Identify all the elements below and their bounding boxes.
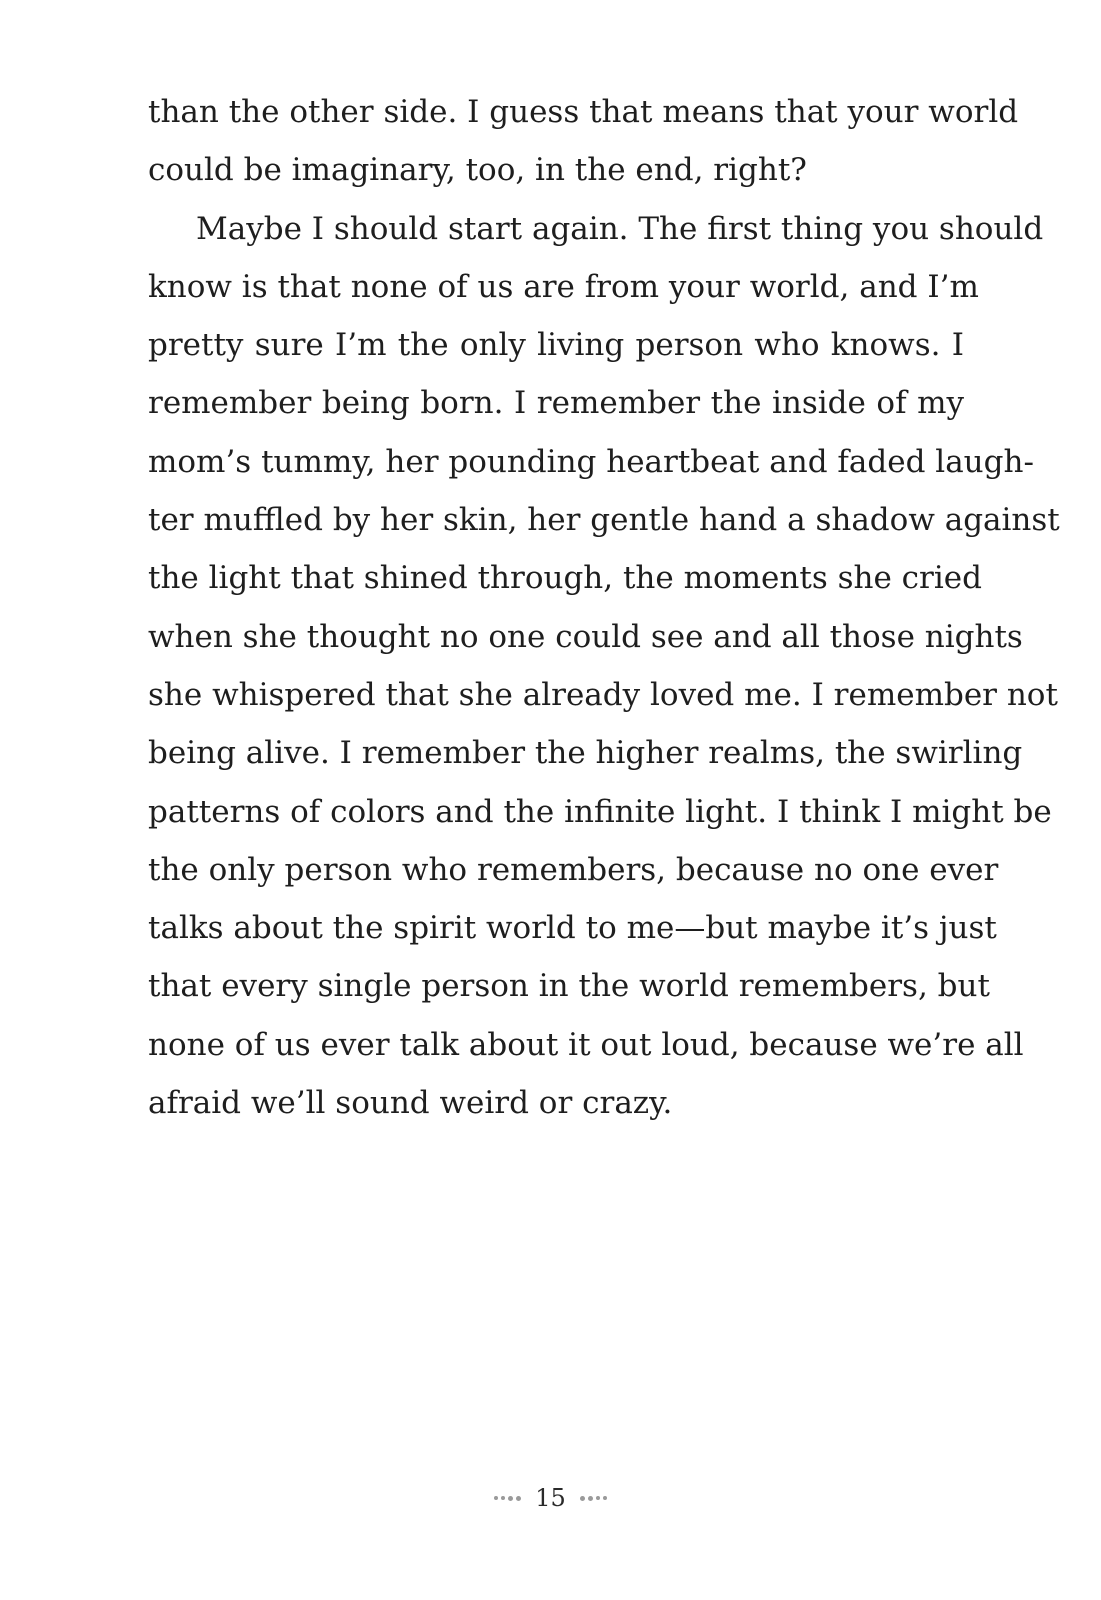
dot-icon [603, 1496, 607, 1500]
dot-icon [580, 1496, 585, 1501]
text-line: Maybe I should start again. The first thing you should [196, 210, 1044, 247]
text-line: the only person who remembers, because no one ever [148, 851, 999, 888]
ornament-dots-right [580, 1496, 607, 1501]
text-line: know is that none of us are from your world, and I’m [148, 268, 979, 305]
text-line: the light that shined through, the moments she cried [148, 560, 982, 597]
dot-icon [508, 1496, 513, 1501]
text-line: being alive. I remember the higher realms, the swirling [148, 735, 1023, 772]
text-line: talks about the spirit world to me—but maybe it’s just [148, 910, 997, 947]
text-line: when she thought no one could see and all those nights [148, 618, 1023, 655]
text-line: than the other side. I guess that means that your world [148, 94, 1019, 130]
text-line: patterns of colors and the infinite light. I think I might be [148, 793, 1052, 830]
dot-icon [516, 1496, 521, 1501]
text-line: she whispered that she already loved me. I remember not [148, 676, 1058, 713]
dot-icon [596, 1496, 600, 1500]
dot-icon [588, 1496, 593, 1501]
page-number: 15 [535, 1484, 566, 1512]
ornament-dots-left [494, 1496, 521, 1501]
text-line: none of us ever talk about it out loud, because we’re all [148, 1026, 1024, 1063]
text-line: afraid we’ll sound weird or crazy. [148, 1085, 673, 1122]
text-line: remember being born. I remember the inside of my [148, 385, 964, 422]
text-line: pretty sure I’m the only living person who knows. I [148, 327, 964, 364]
dot-icon [501, 1496, 505, 1500]
text-line: mom’s tummy, her pounding heartbeat and faded laugh- [148, 443, 1034, 480]
page-footer [0, 1484, 1101, 1512]
text-line: that every single person in the world remembers, but [148, 968, 990, 1005]
body-text [148, 83, 1060, 1132]
text-line: ter muffled by her skin, her gentle hand a shadow against [148, 502, 1060, 539]
text-line: could be imaginary, too, in the end, right? [148, 152, 807, 189]
dot-icon [494, 1496, 498, 1500]
